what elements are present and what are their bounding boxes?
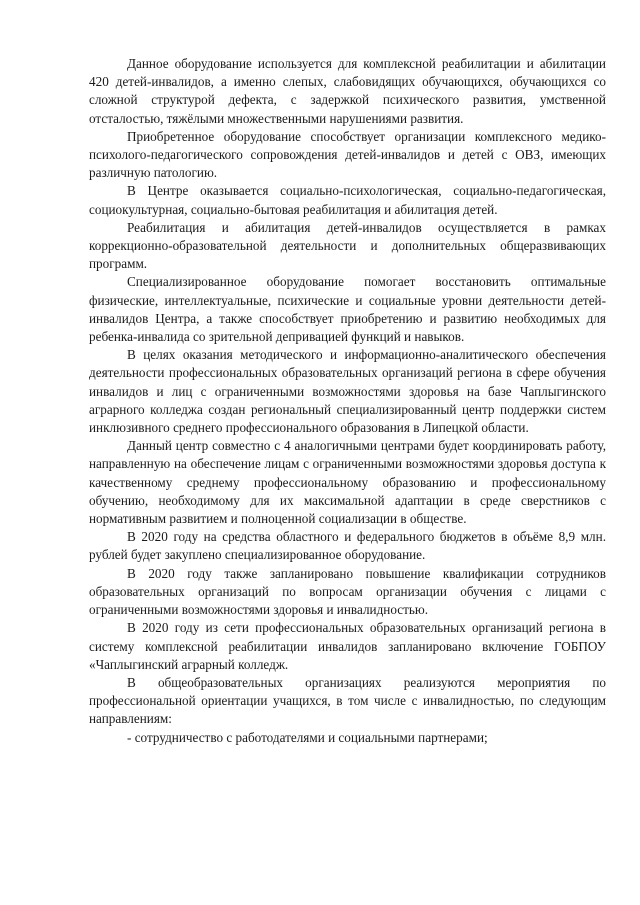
paragraph-acquired-equipment: Приобретенное оборудование способствует организации комплексного медико-психолого-педагогического сопровождения детей-инвалидов и детей с ОВЗ, имеющих различную патологию. [89, 128, 606, 181]
paragraph-specialized-equipment: Специализированное оборудование помогает восстановить оптимальные физические, интеллектуальные, психические и социальные уровни деятельности детей-инвалидов Центра, а также способствует приобретению и развитию необходимых для ребенка-инвалида со зрительной депривацией функций и навыков. [89, 274, 606, 345]
list-item-employers-cooperation: - сотрудничество с работодателями и социальными партнерами; [127, 729, 488, 745]
paragraph-equipment-usage: Данное оборудование используется для комплексной реабилитации и абилитации 420 детей-инвалидов, а именно слепых, слабовидящих обучающихся, обучающихся со сложной структурой дефекта, с задержкой психического развития, умственной отсталостью, тяжёлыми множественными нарушениями развития. [89, 56, 606, 126]
paragraph-qualification-2020: В 2020 году также запланировано повышение квалификации сотрудников образовательных организаций по вопросам организации обучения с лицами с ограниченными возможностями здоровья и инвалидностью. [89, 565, 606, 618]
paragraph-career-guidance: В общеобразовательных организациях реализуются мероприятия по профессиональной ориентации учащихся, в том числе с инвалидностью, по следующим направлениям: [89, 674, 606, 727]
paragraph-college-inclusion-2020: В 2020 году из сети профессиональных образовательных организаций региона в систему комплексной реабилитации инвалидов запланировано включение ГОБПОУ «Чаплыгинский аграрный колледж. [89, 620, 606, 672]
paragraph-rehabilitation-programs: Реабилитация и абилитация детей-инвалидов осуществляется в рамках коррекционно-образовательной деятельности и дополнительных общеразвивающих программ. [89, 219, 606, 272]
paragraph-center-coordination: Данный центр совместно с 4 аналогичными центрами будет координировать работу, направленную на обеспечение лицам с ограниченными возможностями здоровья доступа к качественному среднему профессиональному образованию и профессиональному обучению, необходимому для их максимальной адаптации в среде сверстников с нормативным развитием и полноценной социализации в обществе. [89, 438, 606, 527]
paragraph-budget-2020: В 2020 году на средства областного и федерального бюджетов в объёме 8,9 млн. рублей будет закуплено специализированное оборудование. [89, 529, 606, 563]
paragraph-center-rehabilitation: В Центре оказывается социально-психологическая, социально-педагогическая, социокультурная, социально-бытовая реабилитация и абилитация детей. [89, 183, 606, 217]
paragraph-regional-center: В целях оказания методического и информационно-аналитического обеспечения деятельности профессиональных образовательных организаций региона в сфере обучения инвалидов и лиц с ограниченными возможностями здоровья на базе Чаплыгинского аграрного колледжа создан региональный специализированный центр поддержки систем инклюзивного среднего профессионального образования в Липецкой области. [89, 347, 606, 436]
